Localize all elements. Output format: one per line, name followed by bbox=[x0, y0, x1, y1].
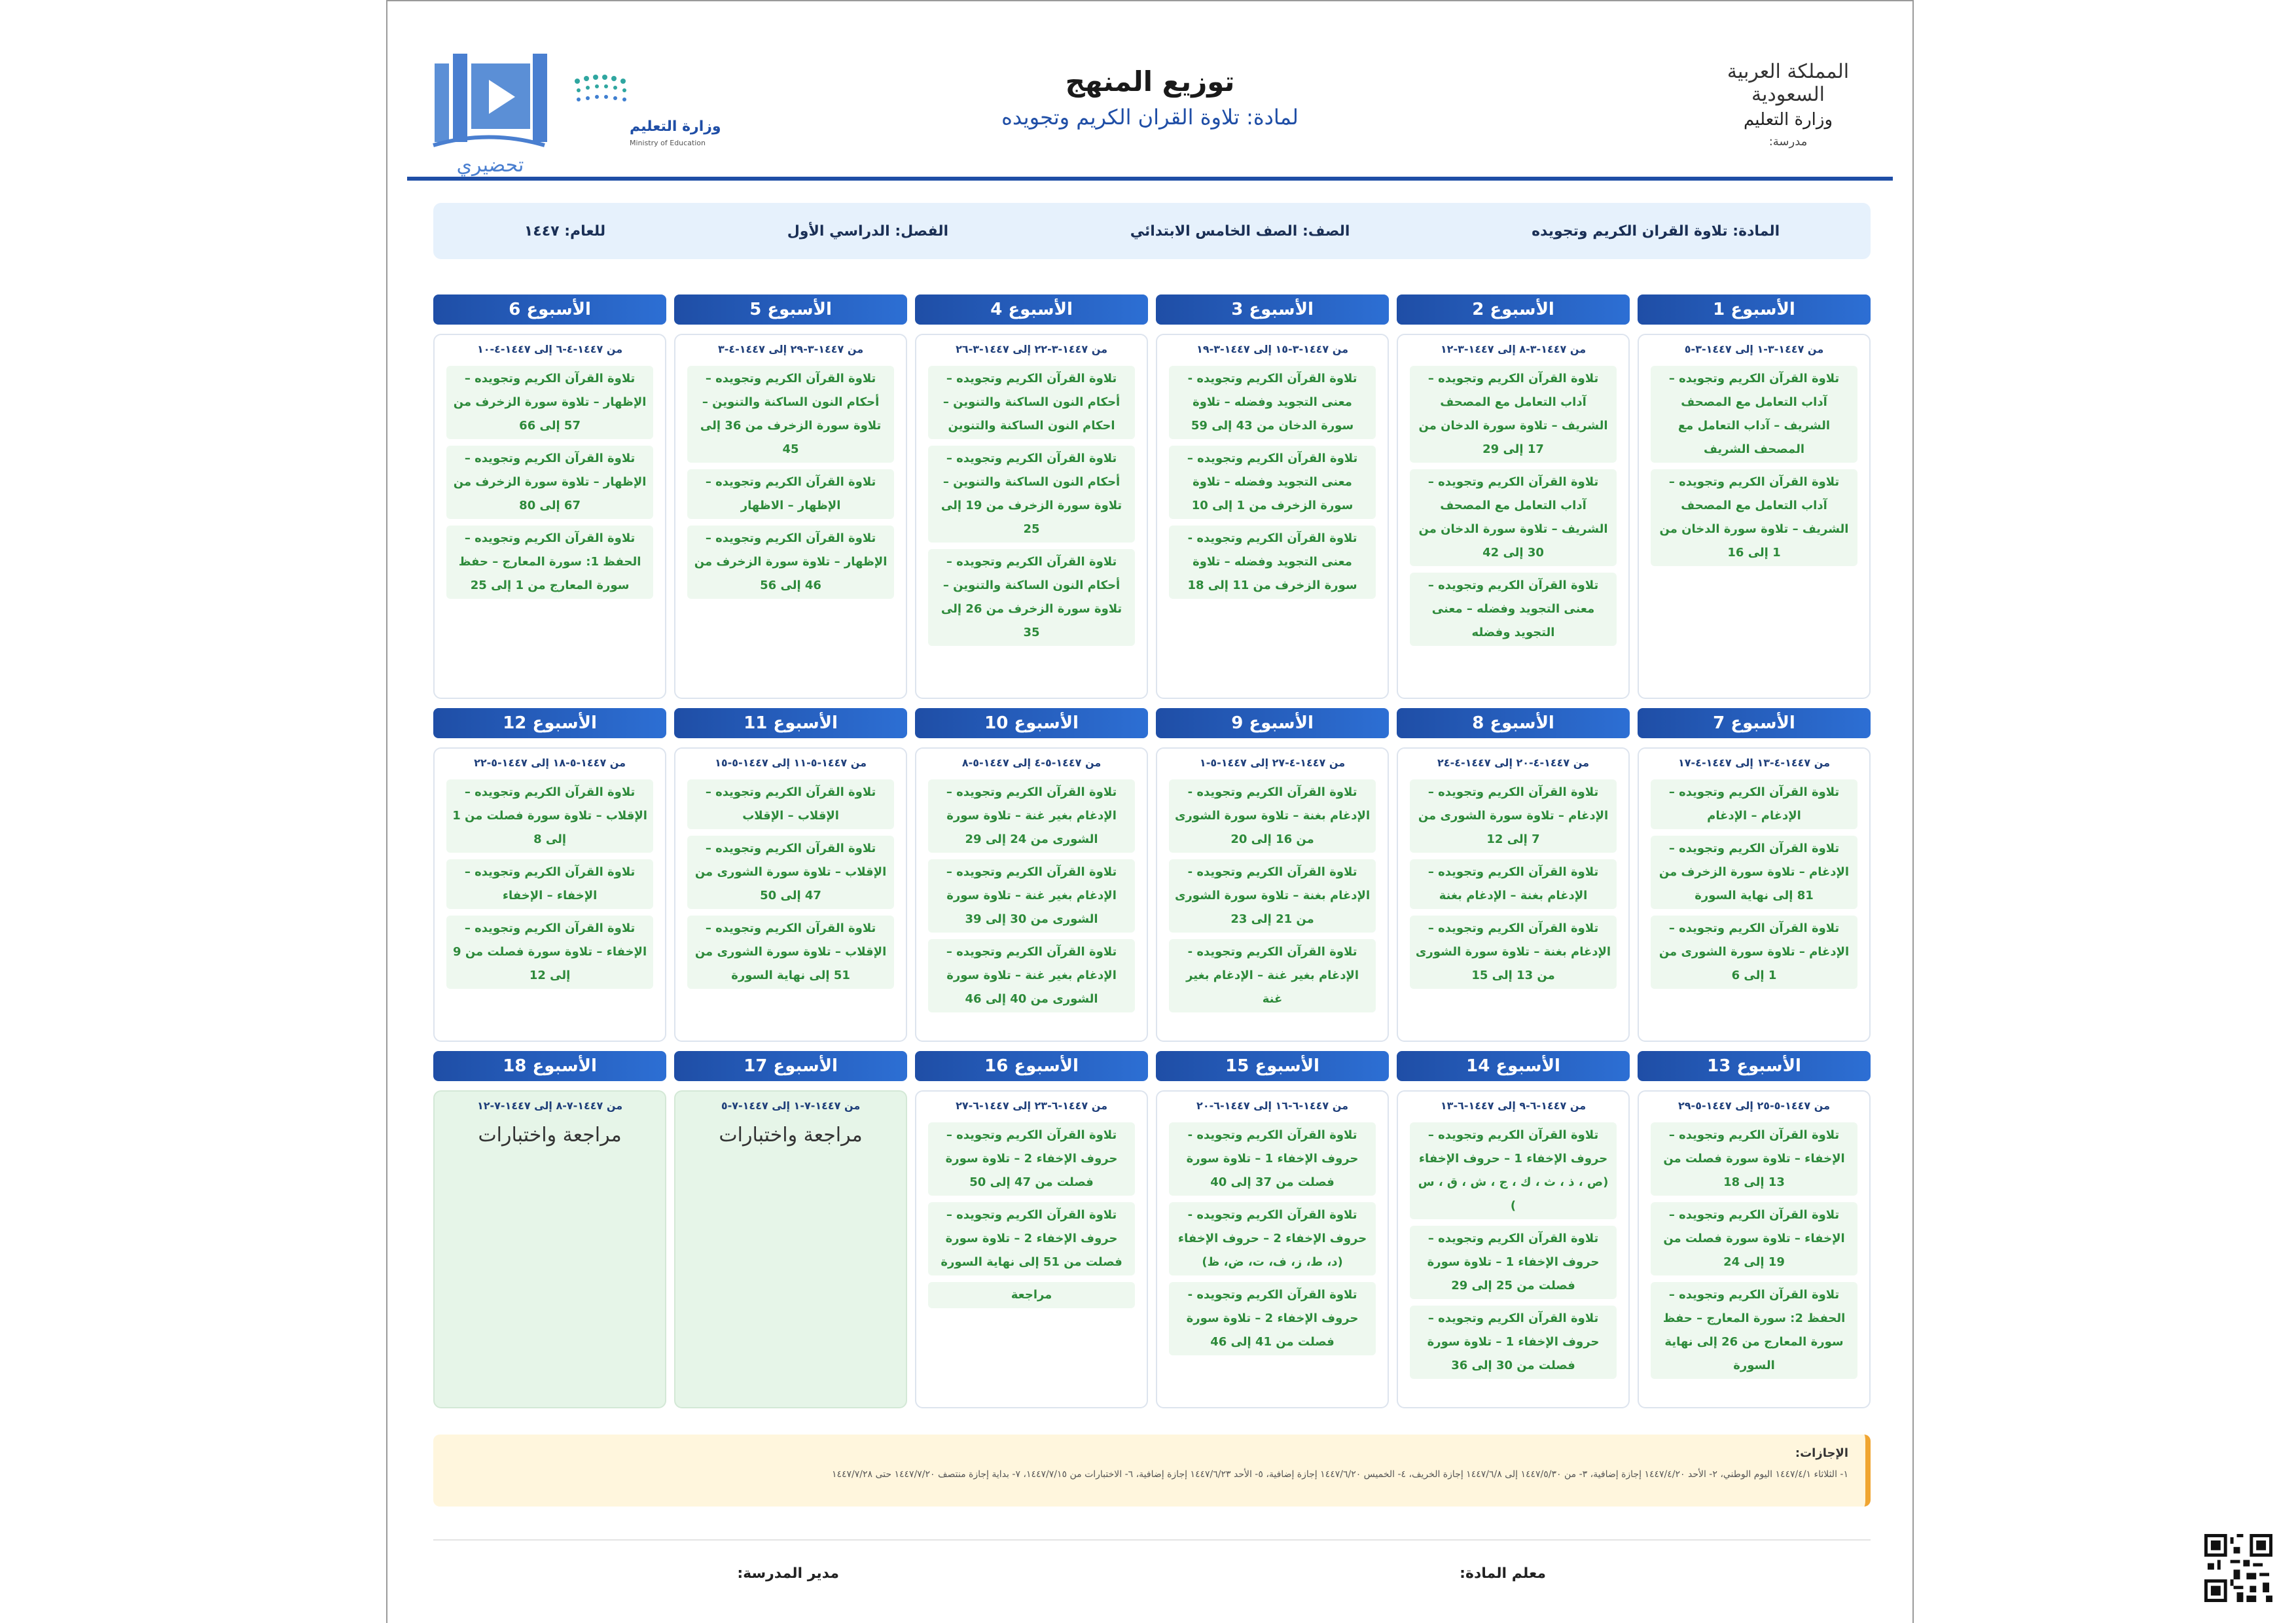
holidays-text: ١- الثلاثاء ١٤٤٧/٤/١ اليوم الوطني، ٢- الأحد ١٤٤٧/٤/٢٠ إجازة إضافية، ٣- من ١٤٤٧/٥/٣٠ إلى ١٤٤٧/٦/٨ إجازة الخريف، ٤- الخميس ١٤٤٧/٦/٢٠ إجازة إضافية، ٥- الأحد ١٤٤٧/٦/٢٣ إجازة إضافية، ٦- الاختبارات من ١٤٤٧/٧/١٥، ٧- بداية إجازة منتصف ١٤٤٧/٧/٢٠ حتى ١٤٤٧/٧/٢٨ bbox=[831, 1469, 1848, 1480]
week-card bbox=[1156, 747, 1389, 1042]
lesson-item: تلاوة القرآن الكريم وتجويده – الإخفاء – الإخفاء bbox=[446, 859, 653, 909]
lesson-item: تلاوة القرآن الكريم وتجويده – الإقلاب – تلاوة سورة فصلت من 1 إلى 8 bbox=[446, 779, 653, 853]
week-column bbox=[1397, 1051, 1630, 1408]
week-header: الأسبوع 2 bbox=[1397, 294, 1630, 325]
kingdom-seal-text: المملكة العربية السعودية bbox=[1727, 60, 1850, 106]
info-grade: الصف: الصف الخامس الابتدائي bbox=[1130, 223, 1350, 240]
week-card bbox=[674, 747, 907, 1042]
holidays-title: الإجازات: bbox=[1795, 1446, 1848, 1460]
week-date: من ١٤٤٧-٣-١ إلى ١٤٤٧-٣-٥ bbox=[1684, 343, 1824, 355]
week-date: من ١٤٤٧-٥-٢٥ إلى ١٤٤٧-٥-٢٩ bbox=[1678, 1099, 1830, 1112]
week-column bbox=[674, 1051, 907, 1408]
week-card bbox=[674, 1090, 907, 1408]
week-header: الأسبوع 6 bbox=[433, 294, 666, 325]
week-card bbox=[1156, 334, 1389, 699]
tahdiri-text: تحضيري bbox=[456, 154, 524, 177]
qr-code bbox=[2204, 1534, 2272, 1602]
lesson-item: تلاوة القرآن الكريم وتجويده – الحفظ 1: سورة المعارج – حفظ سورة المعارج من 1 إلى 25 bbox=[446, 526, 653, 599]
lesson-item: تلاوة القرآن الكريم وتجويده - حروف الإخفاء 1 – تلاوة سورة فصلت من 37 إلى 40 bbox=[1169, 1122, 1376, 1196]
week-header: الأسبوع 12 bbox=[433, 708, 666, 738]
lesson-item: تلاوة القرآن الكريم وتجويده – معنى التجويد وفضله – تلاوة سورة الزخرف من 1 إلى 10 bbox=[1169, 446, 1376, 519]
lesson-item: تلاوة القرآن الكريم وتجويده – أحكام النون الساكنة والتنوين – احكام النون الساكنة والتنوين bbox=[928, 366, 1135, 439]
info-bar bbox=[433, 203, 1871, 259]
week-column bbox=[433, 708, 666, 1042]
lesson-item: تلاوة القرآن الكريم وتجويده - معنى التجويد وفضله – تلاوة سورة الدخان من 43 إلى 59 bbox=[1169, 366, 1376, 439]
weeks-row-2 bbox=[433, 708, 1871, 1042]
weeks-row-3 bbox=[433, 1051, 1871, 1408]
week-date: من ١٤٤٧-٣-٢٩ إلى ١٤٤٧-٤-٣ bbox=[717, 343, 864, 355]
footer-divider bbox=[433, 1539, 1871, 1541]
week-column bbox=[674, 708, 907, 1042]
week-card bbox=[433, 334, 666, 699]
week-header: الأسبوع 14 bbox=[1397, 1051, 1630, 1081]
lesson-item: تلاوة القرآن الكريم وتجويده – حروف الإخفاء 2 – تلاوة سورة فصلت من 47 إلى 50 bbox=[928, 1122, 1135, 1196]
week-header: الأسبوع 9 bbox=[1156, 708, 1389, 738]
week-column bbox=[1638, 708, 1871, 1042]
lesson-item: تلاوة القرآن الكريم وتجويده – الإدغام بغير غنة – تلاوة سورة الشورى من 24 إلى 29 bbox=[928, 779, 1135, 853]
holidays-box bbox=[433, 1435, 1871, 1507]
lesson-item: تلاوة القرآن الكريم وتجويده – الإدغام – الإدغام bbox=[1651, 779, 1857, 829]
lesson-item: مراجعة bbox=[928, 1282, 1135, 1308]
lesson-item: تلاوة القرآن الكريم وتجويده - حروف الإخفاء 2 – تلاوة سورة فصلت من 41 إلى 46 bbox=[1169, 1282, 1376, 1355]
lesson-item: تلاوة القرآن الكريم وتجويده – الإدغام – تلاوة سورة الشورى من 1 إلى 6 bbox=[1651, 916, 1857, 989]
lesson-item: تلاوة القرآن الكريم وتجويده – معنى التجويد وفضله – معنى التجويد وفضله bbox=[1410, 573, 1617, 646]
lesson-item: تلاوة القرآن الكريم وتجويده - حروف الإخفاء 2 – حروف الإخفاء (د، ط، ز، ف، ت، ض، ظ) bbox=[1169, 1202, 1376, 1275]
ministry-block bbox=[1703, 60, 1873, 149]
document-page bbox=[386, 0, 1914, 1623]
week-header: الأسبوع 10 bbox=[915, 708, 1148, 738]
week-column bbox=[674, 294, 907, 699]
week-date: من ١٤٤٧-٦-١٦ إلى ١٤٤٧-٦-٢٠ bbox=[1196, 1099, 1349, 1112]
week-card bbox=[1156, 1090, 1389, 1408]
lesson-item: تلاوة القرآن الكريم وتجويده – آداب التعامل مع المصحف الشريف – آداب التعامل مع المصحف الشريف bbox=[1651, 366, 1857, 463]
ministry-logo-ar: وزارة التعليم bbox=[630, 118, 721, 135]
week-header: الأسبوع 13 bbox=[1638, 1051, 1871, 1081]
week-card bbox=[674, 334, 907, 699]
lesson-item: تلاوة القرآن الكريم وتجويده - معنى التجويد وفضله – تلاوة سورة الزخرف من 11 إلى 18 bbox=[1169, 526, 1376, 599]
week-card bbox=[433, 1090, 666, 1408]
week-date: من ١٤٤٧-٥-٤ إلى ١٤٤٧-٥-٨ bbox=[961, 757, 1102, 769]
week-column bbox=[1156, 708, 1389, 1042]
week-date: من ١٤٤٧-٤-٦ إلى ١٤٤٧-٤-١٠ bbox=[476, 343, 623, 355]
week-column bbox=[433, 294, 666, 699]
week-header: الأسبوع 17 bbox=[674, 1051, 907, 1081]
week-column bbox=[1638, 1051, 1871, 1408]
lesson-item: تلاوة القرآن الكريم وتجويده – الإظهار – تلاوة سورة الزخرف من 67 إلى 80 bbox=[446, 446, 653, 519]
lesson-item: تلاوة القرآن الكريم وتجويده – أحكام النون الساكنة والتنوين – تلاوة سورة الزخرف من 36 إلى 45 bbox=[687, 366, 894, 463]
lesson-item: تلاوة القرآن الكريم وتجويده – الإظهار – الاظهار bbox=[687, 469, 894, 519]
week-header: الأسبوع 8 bbox=[1397, 708, 1630, 738]
lesson-item: تلاوة القرآن الكريم وتجويده – الإقلاب – الإقلاب bbox=[687, 779, 894, 829]
week-header: الأسبوع 5 bbox=[674, 294, 907, 325]
week-header: الأسبوع 3 bbox=[1156, 294, 1389, 325]
lesson-item: تلاوة القرآن الكريم وتجويده – الإدغام بغير غنة – تلاوة سورة الشورى من 30 إلى 39 bbox=[928, 859, 1135, 933]
week-card bbox=[1638, 747, 1871, 1042]
lesson-item: تلاوة القرآن الكريم وتجويده – الحفظ 2: سورة المعارج – حفظ سورة المعارج من 26 إلى نهاية السورة bbox=[1651, 1282, 1857, 1379]
lesson-item: تلاوة القرآن الكريم وتجويده – الإدغام بغنة – تلاوة سورة الشورى من 13 إلى 15 bbox=[1410, 916, 1617, 989]
week-column bbox=[1397, 294, 1630, 699]
week-card bbox=[915, 747, 1148, 1042]
week-header: الأسبوع 11 bbox=[674, 708, 907, 738]
page-title: توزيع المنهج bbox=[1065, 65, 1235, 98]
page-subtitle: لمادة: تلاوة القران الكريم وتجويده bbox=[1001, 105, 1299, 130]
week-header: الأسبوع 7 bbox=[1638, 708, 1871, 738]
lesson-item: تلاوة القرآن الكريم وتجويده – الإخفاء – تلاوة سورة فصلت من 13 إلى 18 bbox=[1651, 1122, 1857, 1196]
week-column bbox=[915, 708, 1148, 1042]
week-column bbox=[1397, 708, 1630, 1042]
week-date: من ١٤٤٧-٣-٨ إلى ١٤٤٧-٣-١٢ bbox=[1440, 343, 1587, 355]
week-card bbox=[1397, 334, 1630, 699]
info-year: للعام: ١٤٤٧ bbox=[524, 223, 606, 240]
lesson-item: تلاوة القرآن الكريم وتجويده – حروف الإخفاء 1 – تلاوة سورة فصلت من 25 إلى 29 bbox=[1410, 1226, 1617, 1299]
lesson-item: تلاوة القرآن الكريم وتجويده – الإقلاب – تلاوة سورة الشورى من 47 إلى 50 bbox=[687, 836, 894, 909]
week-card bbox=[1638, 334, 1871, 699]
week-date: من ١٤٤٧-٤-٢٠ إلى ١٤٤٧-٤-٢٤ bbox=[1437, 757, 1590, 769]
lesson-item: تلاوة القرآن الكريم وتجويده – الإخفاء – تلاوة سورة فصلت من 19 إلى 24 bbox=[1651, 1202, 1857, 1275]
week-date: من ١٤٤٧-٤-٢٧ إلى ١٤٤٧-٥-١ bbox=[1199, 757, 1346, 769]
lesson-item: تلاوة القرآن الكريم وتجويده – حروف الإخفاء 1 – تلاوة سورة فصلت من 30 إلى 36 bbox=[1410, 1306, 1617, 1379]
week-card bbox=[915, 1090, 1148, 1408]
review-label: مراجعة واختبارات bbox=[478, 1124, 622, 1147]
week-card bbox=[915, 334, 1148, 699]
week-card bbox=[1397, 747, 1630, 1042]
lesson-item: تلاوة القرآن الكريم وتجويده – الإدغام بغنة – الإدغام بغنة bbox=[1410, 859, 1617, 909]
week-column bbox=[1156, 1051, 1389, 1408]
lesson-item: تلاوة القرآن الكريم وتجويده – الإدغام بغير غنة – تلاوة سورة الشورى من 40 إلى 46 bbox=[928, 939, 1135, 1012]
week-date: من ١٤٤٧-٦-٢٣ إلى ١٤٤٧-٦-٢٧ bbox=[956, 1099, 1108, 1112]
ministry-logo-en: Ministry of Education bbox=[630, 139, 706, 147]
week-date: من ١٤٤٧-٦-٩ إلى ١٤٤٧-٦-١٣ bbox=[1440, 1099, 1587, 1112]
week-date: من ١٤٤٧-٤-١٣ إلى ١٤٤٧-٤-١٧ bbox=[1678, 757, 1830, 769]
week-date: من ١٤٤٧-٣-١٥ إلى ١٤٤٧-٣-١٩ bbox=[1196, 343, 1349, 355]
week-header: الأسبوع 15 bbox=[1156, 1051, 1389, 1081]
week-column bbox=[433, 1051, 666, 1408]
lesson-item: تلاوة القرآن الكريم وتجويده – أحكام النون الساكنة والتنوين – تلاوة سورة الزخرف من 26 إلى 35 bbox=[928, 549, 1135, 646]
principal-signature-label: مدير المدرسة: bbox=[737, 1565, 839, 1582]
info-semester: الفصل: الدراسي الأول bbox=[787, 223, 949, 240]
week-header: الأسبوع 1 bbox=[1638, 294, 1871, 325]
week-date: من ١٤٤٧-٥-١١ إلى ١٤٤٧-٥-١٥ bbox=[715, 757, 867, 769]
lesson-item: تلاوة القرآن الكريم وتجويده – آداب التعامل مع المصحف الشريف – تلاوة سورة الدخان من 17 إلى 29 bbox=[1410, 366, 1617, 463]
week-date: من ١٤٤٧-٧-١ إلى ١٤٤٧-٧-٥ bbox=[721, 1099, 861, 1112]
week-header: الأسبوع 4 bbox=[915, 294, 1148, 325]
lesson-item: تلاوة القرآن الكريم وتجويده – الإدغام – تلاوة سورة الزخرف من 81 إلى نهاية السورة bbox=[1651, 836, 1857, 909]
school-label: مدرسة: bbox=[1768, 135, 1808, 149]
lesson-item: تلاوة القرآن الكريم وتجويده – حروف الإخفاء 2 – تلاوة سورة فصلت من 51 إلى نهاية السورة bbox=[928, 1202, 1135, 1275]
lesson-item: تلاوة القرآن الكريم وتجويده – الإقلاب – تلاوة سورة الشورى من 51 إلى نهاية السورة bbox=[687, 916, 894, 989]
week-date: من ١٤٤٧-٣-٢٢ إلى ١٤٤٧-٣-٢٦ bbox=[956, 343, 1108, 355]
week-column bbox=[1156, 294, 1389, 699]
week-column bbox=[1638, 294, 1871, 699]
lesson-item: تلاوة القرآن الكريم وتجويده - الإدغام بغنة – تلاوة سورة الشورى من 21 إلى 23 bbox=[1169, 859, 1376, 933]
info-subject: المادة: تلاوة القران الكريم وتجويده bbox=[1532, 223, 1780, 240]
lesson-item: تلاوة القرآن الكريم وتجويده – الإخفاء – تلاوة سورة فصلت من 9 إلى 12 bbox=[446, 916, 653, 989]
week-date: من ١٤٤٧-٧-٨ إلى ١٤٤٧-٧-١٢ bbox=[476, 1099, 623, 1112]
ministry-name: وزارة التعليم bbox=[1743, 110, 1833, 130]
lesson-item: تلاوة القرآن الكريم وتجويده - الإدغام بغنة – تلاوة سورة الشورى من 16 إلى 20 bbox=[1169, 779, 1376, 853]
week-card bbox=[433, 747, 666, 1042]
week-header: الأسبوع 16 bbox=[915, 1051, 1148, 1081]
week-card bbox=[1638, 1090, 1871, 1408]
header bbox=[407, 27, 1893, 181]
lesson-item: تلاوة القرآن الكريم وتجويده – الإظهار – تلاوة سورة الزخرف من 46 إلى 56 bbox=[687, 526, 894, 599]
lesson-item: تلاوة القرآن الكريم وتجويده – آداب التعامل مع المصحف الشريف – تلاوة سورة الدخان من 30 إلى 42 bbox=[1410, 469, 1617, 566]
week-column bbox=[915, 294, 1148, 699]
week-date: من ١٤٤٧-٥-١٨ إلى ١٤٤٧-٥-٢٢ bbox=[474, 757, 626, 769]
lesson-item: تلاوة القرآن الكريم وتجويده - الإدغام بغير غنة – الإدغام بغير غنة bbox=[1169, 939, 1376, 1012]
week-card bbox=[1397, 1090, 1630, 1408]
week-column bbox=[915, 1051, 1148, 1408]
weeks-row-1 bbox=[433, 294, 1871, 699]
lesson-item: تلاوة القرآن الكريم وتجويده – آداب التعامل مع المصحف الشريف – تلاوة سورة الدخان من 1 إلى 16 bbox=[1651, 469, 1857, 566]
header-divider bbox=[407, 177, 1893, 181]
week-header: الأسبوع 18 bbox=[433, 1051, 666, 1081]
lesson-item: تلاوة القرآن الكريم وتجويده – حروف الإخفاء 1 – حروف الإخفاء (ص ، ذ ، ث ، ك ، ج ، ش ، ق ، س ) bbox=[1410, 1122, 1617, 1219]
review-label: مراجعة واختبارات bbox=[719, 1124, 863, 1147]
lesson-item: تلاوة القرآن الكريم وتجويده – أحكام النون الساكنة والتنوين – تلاوة سورة الزخرف من 19 إلى 25 bbox=[928, 446, 1135, 543]
lesson-item: تلاوة القرآن الكريم وتجويده – الإدغام – تلاوة سورة الشورى من 7 إلى 12 bbox=[1410, 779, 1617, 853]
lesson-item: تلاوة القرآن الكريم وتجويده – الإظهار – تلاوة سورة الزخرف من 57 إلى 66 bbox=[446, 366, 653, 439]
teacher-signature-label: معلم المادة: bbox=[1460, 1565, 1546, 1582]
